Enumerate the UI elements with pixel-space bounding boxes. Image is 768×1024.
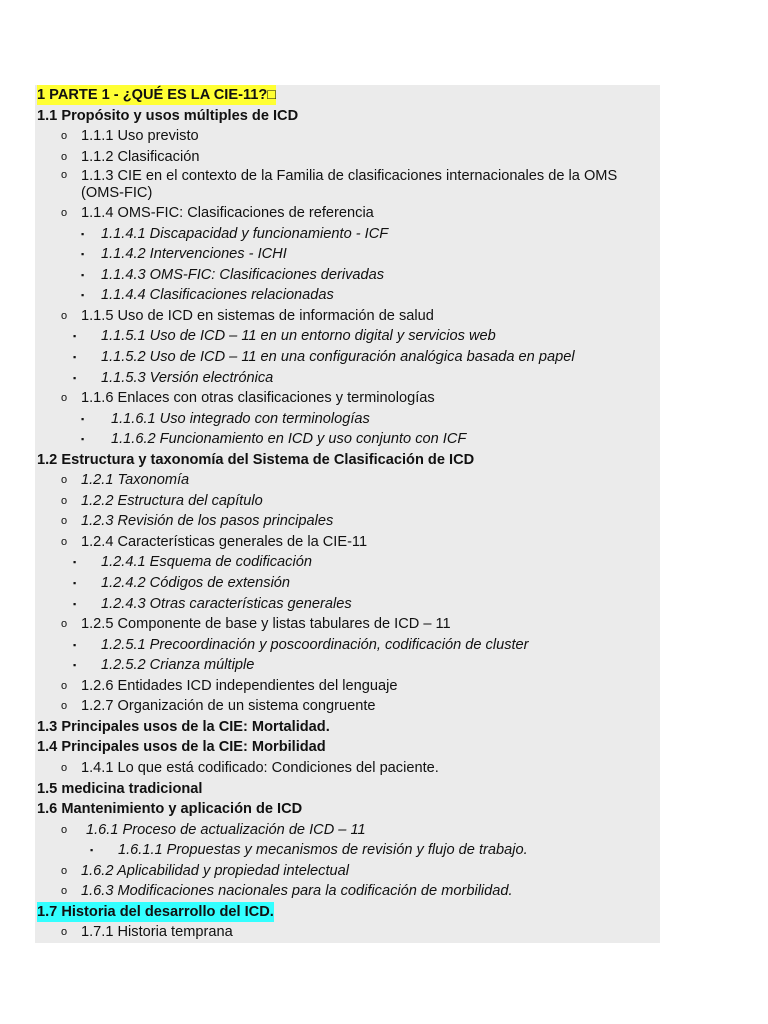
toc-text: 1.3 Principales usos de la CIE: Mortalidad. (37, 718, 330, 735)
toc-text: 1.2.2 Estructura del capítulo (81, 492, 263, 509)
square-bullet-icon: ▪ (81, 269, 85, 280)
toc-text: 1.4 Principales usos de la CIE: Morbilidad (37, 739, 326, 756)
circle-bullet-icon: o (61, 885, 68, 898)
square-bullet-icon: ▪ (73, 660, 77, 671)
toc-entry[interactable] (35, 167, 660, 203)
square-bullet-icon: ▪ (73, 372, 77, 383)
circle-bullet-icon: o (61, 169, 68, 182)
toc-entry[interactable] (35, 573, 660, 594)
toc-text: 1.2.7 Organización de un sistema congruente (81, 698, 376, 715)
toc-entry[interactable] (35, 881, 660, 902)
toc-text: 1.2.3 Revisión de los pasos principales (81, 513, 334, 530)
toc-text: 1 PARTE 1 - ¿QUÉ ES LA CIE-11?□ (37, 87, 277, 103)
toc-entry[interactable] (35, 696, 660, 717)
square-bullet-icon: ▪ (81, 249, 85, 260)
toc-entry[interactable] (35, 820, 660, 841)
toc-text: 1.1.5.2 Uso de ICD – 11 en una configuración analógica basada en papel (101, 349, 575, 366)
toc-text: 1.5 medicina tradicional (37, 780, 203, 797)
toc-text: 1.1.5.3 Versión electrónica (101, 369, 274, 386)
toc-entry[interactable] (35, 655, 660, 676)
square-bullet-icon: ▪ (81, 413, 85, 424)
toc-text: 1.1 Propósito y usos múltiples de ICD (37, 107, 299, 124)
toc-entry[interactable] (35, 758, 660, 779)
toc-text: 1.1.6 Enlaces con otras clasificaciones y terminologías (81, 390, 435, 407)
toc-heading[interactable] (35, 799, 660, 820)
toc-entry[interactable] (35, 306, 660, 327)
toc-text: 1.2.5 Componente de base y listas tabulares de ICD – 11 (81, 616, 451, 633)
toc-entry[interactable] (35, 676, 660, 697)
toc-text: 1.2.4 Características generales de la CIE-11 (81, 533, 368, 550)
toc-heading[interactable] (35, 717, 660, 738)
toc-text: 1.6 Mantenimiento y aplicación de ICD (37, 801, 303, 818)
square-bullet-icon: ▪ (73, 352, 77, 363)
circle-bullet-icon: o (61, 130, 68, 143)
toc-text: 1.1.4 OMS-FIC: Clasificaciones de referencia (81, 205, 374, 222)
toc-heading[interactable] (35, 106, 660, 127)
toc-text: 1.1.4.4 Clasificaciones relacionadas (101, 287, 334, 304)
toc-text: 1.1.4.1 Discapacidad y funcionamiento - ICF (101, 225, 389, 242)
square-bullet-icon: ▪ (81, 434, 85, 445)
toc-text: 1.2.6 Entidades ICD independientes del lenguaje (81, 677, 398, 694)
toc-entry[interactable] (35, 285, 660, 306)
toc-text: 1.1.6.1 Uso integrado con terminologías (111, 410, 370, 427)
circle-bullet-icon: o (61, 207, 68, 220)
square-bullet-icon: ▪ (73, 639, 77, 650)
toc-entry[interactable] (35, 347, 660, 368)
toc-heading[interactable] (35, 779, 660, 800)
circle-bullet-icon: o (61, 392, 68, 405)
toc-entry[interactable] (35, 840, 660, 861)
toc-text: 1.2.5.1 Precoordinación y poscoordinación, codificación de cluster (101, 636, 529, 653)
square-bullet-icon: ▪ (73, 578, 77, 589)
toc-entry[interactable] (35, 244, 660, 265)
circle-bullet-icon: o (61, 618, 68, 631)
toc-text: 1.2.4.1 Esquema de codificación (101, 554, 312, 571)
toc-entry[interactable] (35, 429, 660, 450)
toc-text: 1.1.5 Uso de ICD en sistemas de información de salud (81, 307, 434, 324)
toc-text: 1.2 Estructura y taxonomía del Sistema de Clasificación de ICD (37, 451, 475, 468)
table-of-contents (35, 85, 660, 943)
circle-bullet-icon: o (61, 150, 68, 163)
circle-bullet-icon: o (61, 864, 68, 877)
toc-entry[interactable] (35, 368, 660, 389)
toc-text: 1.2.4.2 Códigos de extensión (101, 575, 291, 592)
toc-heading[interactable] (35, 737, 660, 758)
toc-entry[interactable] (35, 388, 660, 409)
toc-text: 1.7 Historia del desarrollo del ICD. (37, 903, 274, 920)
toc-text: 1.1.3 CIE en el contexto de la Familia de clasificaciones internacionales de la OMS (OMS-FIC) (81, 168, 618, 201)
toc-entry[interactable] (35, 491, 660, 512)
toc-text: 1.1.1 Uso previsto (81, 128, 199, 145)
circle-bullet-icon: o (61, 761, 68, 774)
toc-entry[interactable] (35, 552, 660, 573)
toc-text: 1.6.1 Proceso de actualización de ICD – 11 (86, 821, 366, 838)
toc-entry[interactable] (35, 224, 660, 245)
toc-text: 1.1.2 Clasificación (81, 148, 200, 165)
square-bullet-icon: ▪ (73, 331, 77, 342)
square-bullet-icon: ▪ (81, 228, 85, 239)
toc-entry[interactable] (35, 326, 660, 347)
toc-text: 1.1.4.2 Intervenciones - ICHI (101, 246, 287, 263)
circle-bullet-icon: o (61, 515, 68, 528)
toc-entry[interactable] (35, 203, 660, 224)
toc-entry[interactable] (35, 594, 660, 615)
toc-entry[interactable] (35, 532, 660, 553)
toc-entry[interactable] (35, 409, 660, 430)
toc-text: 1.6.1.1 Propuestas y mecanismos de revisión y flujo de trabajo. (118, 842, 528, 859)
toc-text: 1.2.5.2 Crianza múltiple (101, 657, 255, 674)
toc-entry[interactable] (35, 861, 660, 882)
circle-bullet-icon: o (61, 926, 68, 939)
toc-entry[interactable] (35, 265, 660, 286)
toc-text: 1.1.6.2 Funcionamiento en ICD y uso conjunto con ICF (111, 431, 467, 448)
square-bullet-icon: ▪ (81, 290, 85, 301)
circle-bullet-icon: o (61, 474, 68, 487)
circle-bullet-icon: o (61, 309, 68, 322)
toc-text: 1.2.4.3 Otras características generales (101, 595, 352, 612)
toc-entry[interactable] (35, 614, 660, 635)
circle-bullet-icon: o (61, 679, 68, 692)
toc-entry[interactable] (35, 126, 660, 147)
toc-text: 1.6.3 Modificaciones nacionales para la codificación de morbilidad. (81, 883, 513, 900)
toc-text: 1.2.1 Taxonomía (81, 472, 190, 489)
square-bullet-icon: ▪ (73, 598, 77, 609)
toc-heading[interactable] (35, 85, 660, 106)
toc-text: 1.1.4.3 OMS-FIC: Clasificaciones derivadas (101, 266, 385, 283)
square-bullet-icon: ▪ (73, 557, 77, 568)
toc-entry[interactable] (35, 147, 660, 168)
toc-text: 1.6.2 Aplicabilidad y propiedad intelectual (81, 862, 350, 879)
toc-heading[interactable] (35, 450, 660, 471)
toc-entry[interactable] (35, 511, 660, 532)
toc-text: 1.4.1 Lo que está codificado: Condiciones del paciente. (81, 759, 439, 776)
toc-text: 1.7.1 Historia temprana (81, 924, 233, 941)
square-bullet-icon: ▪ (90, 845, 94, 856)
toc-heading[interactable] (35, 902, 660, 923)
toc-entry[interactable] (35, 635, 660, 656)
circle-bullet-icon: o (61, 700, 68, 713)
circle-bullet-icon: o (61, 823, 68, 836)
circle-bullet-icon: o (61, 494, 68, 507)
toc-entry[interactable] (35, 470, 660, 491)
toc-text: 1.1.5.1 Uso de ICD – 11 en un entorno digital y servicios web (101, 328, 496, 345)
circle-bullet-icon: o (61, 535, 68, 548)
toc-entry[interactable] (35, 922, 660, 943)
